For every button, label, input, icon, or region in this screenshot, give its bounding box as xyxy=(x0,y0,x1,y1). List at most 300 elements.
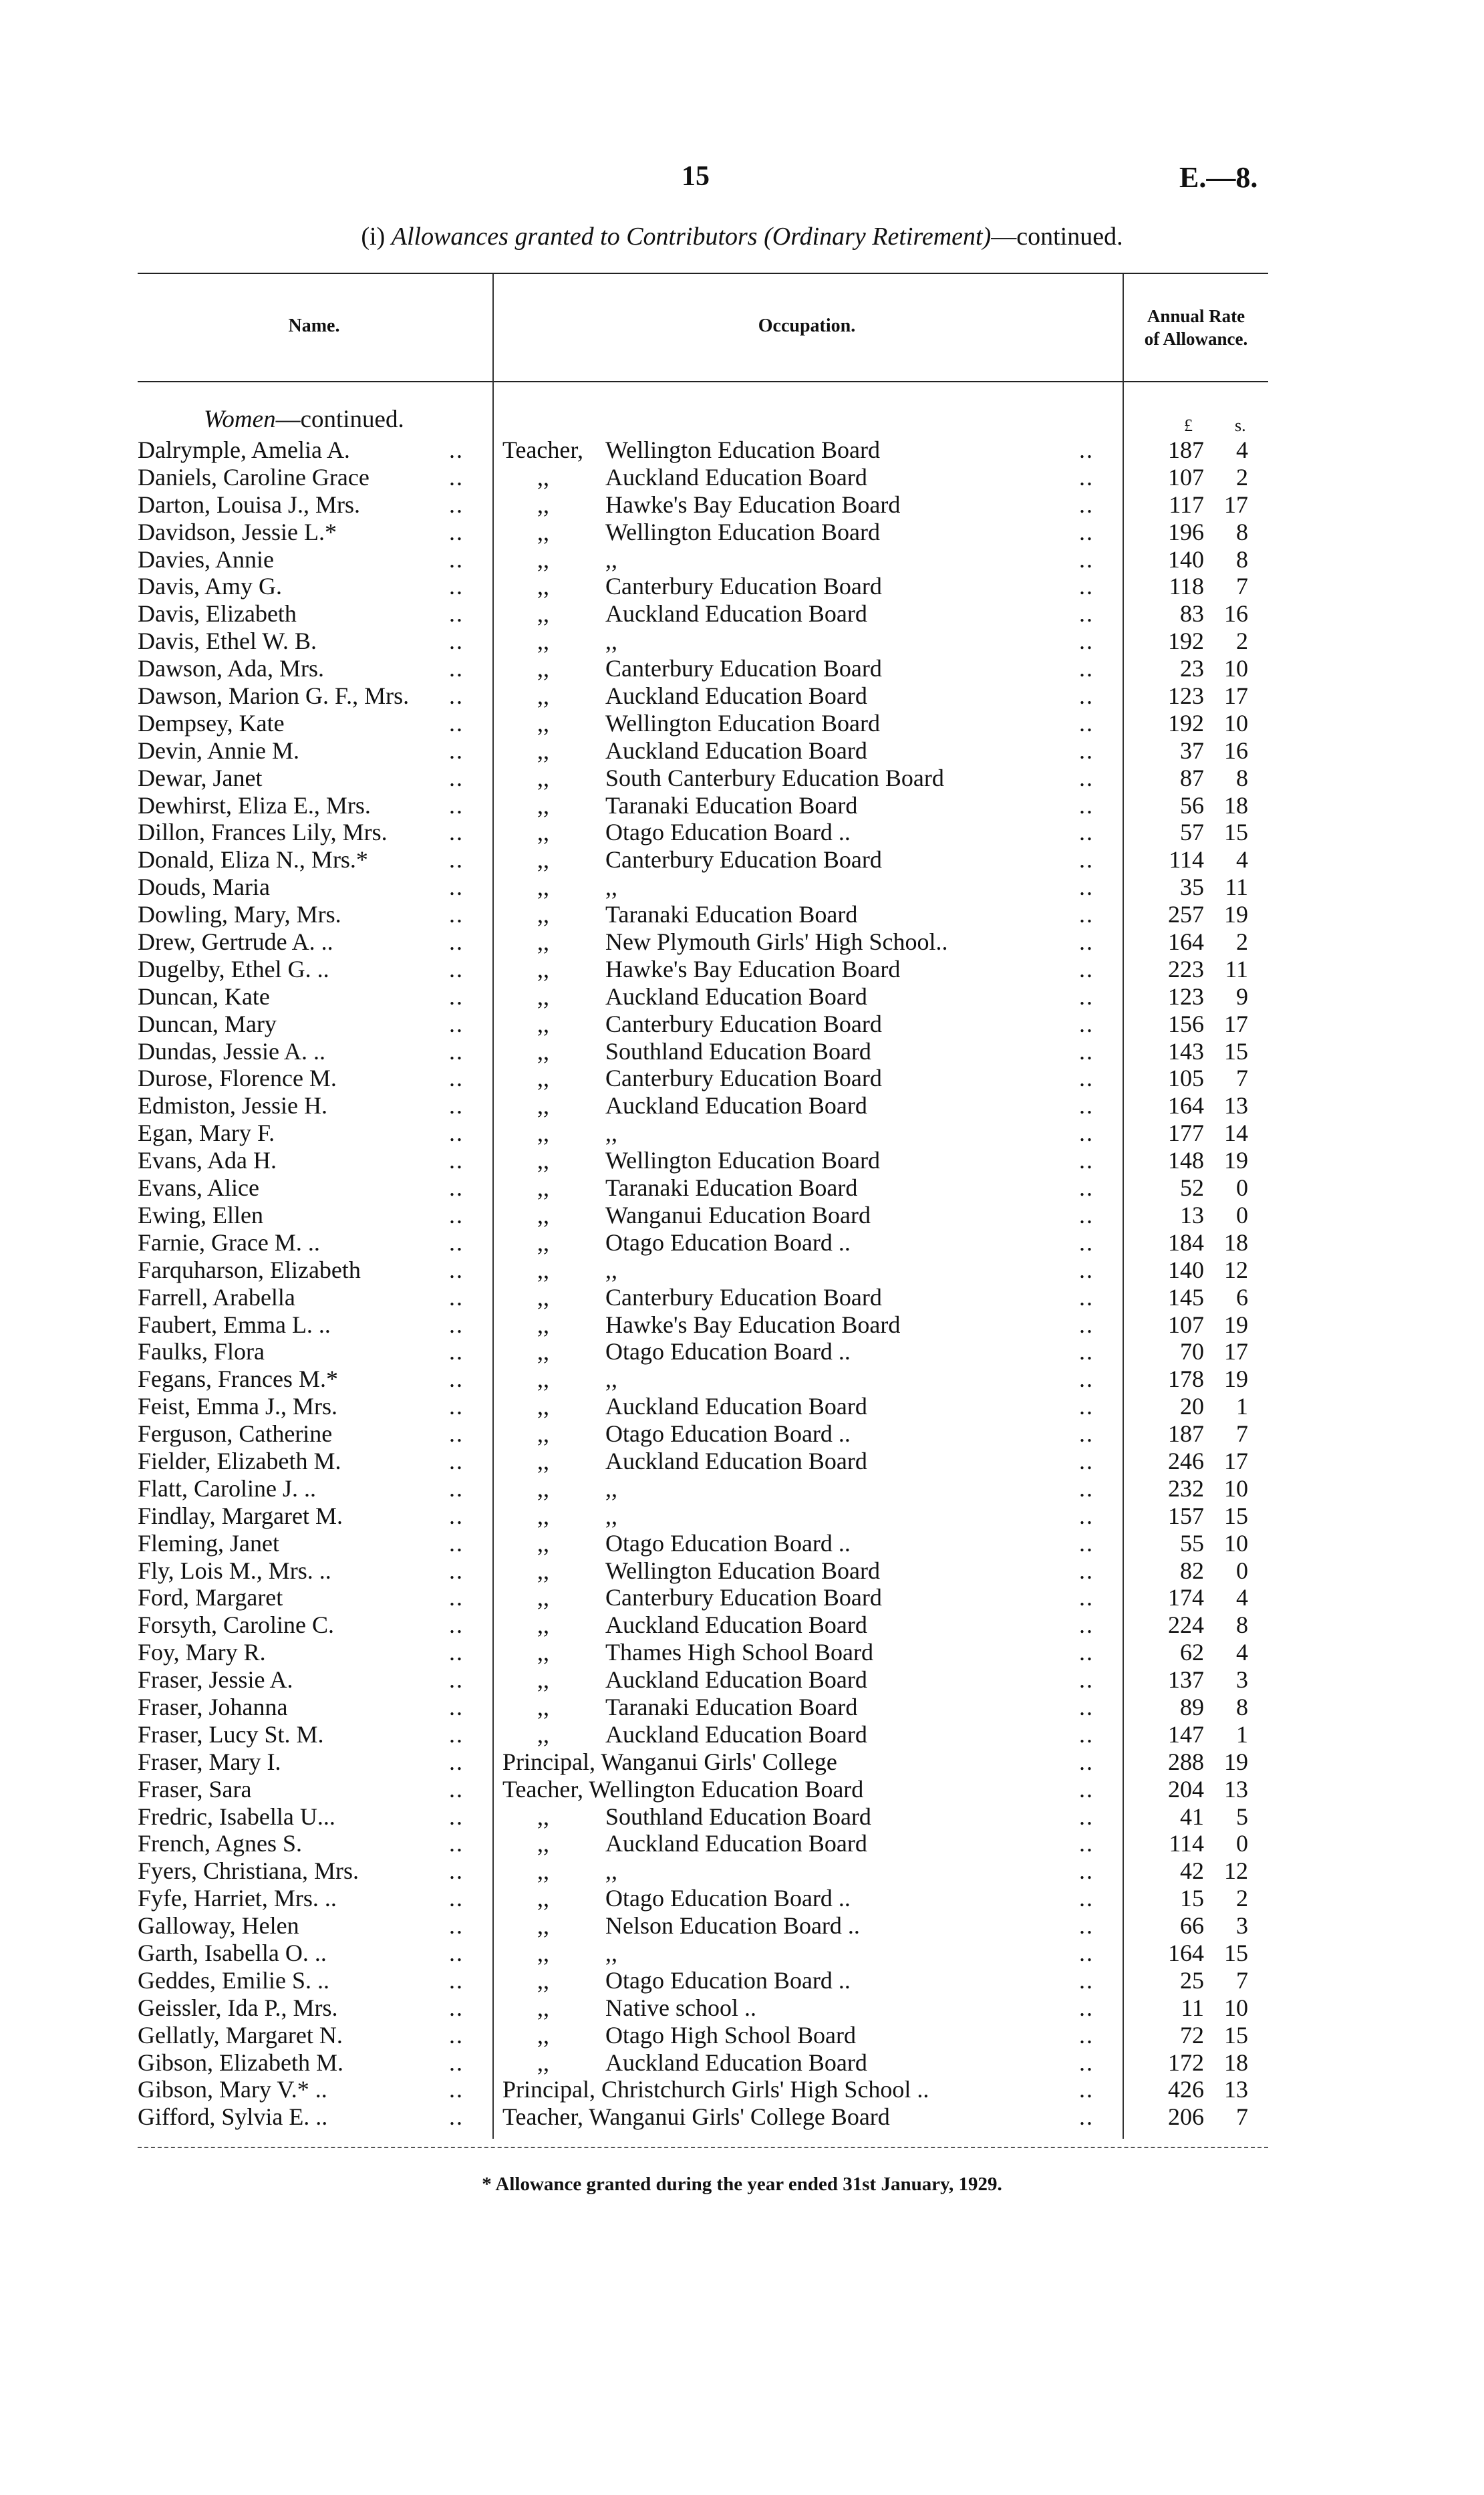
table-row xyxy=(0,491,1484,519)
table-row xyxy=(0,1338,1484,1365)
row-shillings: 14 xyxy=(1224,1120,1248,1147)
row-name: Dewar, Janet xyxy=(138,764,263,791)
table-row xyxy=(0,1393,1484,1420)
leader-dots: .. xyxy=(1079,928,1094,956)
row-occupation-ditto: ,, xyxy=(537,1365,549,1393)
leader-dots: .. xyxy=(449,955,464,982)
row-name: Foy, Mary R. xyxy=(138,1639,266,1666)
footnote: * Allowance granted during the year ended 31st January, 1929. xyxy=(482,2174,1002,2195)
leader-dots: .. xyxy=(449,655,464,682)
row-occupation: Taranaki Education Board xyxy=(605,1693,858,1720)
row-occupation-ditto: ,, xyxy=(537,545,549,573)
row-occupation-ditto: ,, xyxy=(537,1885,549,1912)
row-occupation-ditto: ,, xyxy=(537,1803,549,1830)
leader-dots: .. xyxy=(449,1803,464,1830)
leader-dots: .. xyxy=(1079,1639,1094,1666)
table-row xyxy=(0,1776,1484,1803)
table-row xyxy=(0,1830,1484,1857)
row-occupation: Otago Education Board .. xyxy=(605,1420,851,1448)
row-occupation: ,, xyxy=(605,1256,617,1283)
row-name: Ewing, Ellen xyxy=(138,1201,263,1228)
row-shillings: 12 xyxy=(1224,1256,1248,1283)
row-pounds: 196 xyxy=(1168,518,1204,545)
leader-dots: .. xyxy=(449,874,464,901)
row-occupation: Nelson Education Board .. xyxy=(605,1912,860,1940)
row-occupation: Wellington Education Board xyxy=(605,436,881,463)
row-name: Flatt, Caroline J. .. xyxy=(138,1474,316,1502)
page-number: 15 xyxy=(682,161,710,192)
table-row xyxy=(0,956,1484,983)
row-occupation: Hawke's Bay Education Board xyxy=(605,491,901,518)
row-occupation: Auckland Education Board xyxy=(605,737,867,764)
row-shillings: 3 xyxy=(1236,1912,1248,1940)
row-occupation-ditto: ,, xyxy=(537,600,549,628)
leader-dots: .. xyxy=(1079,1748,1094,1775)
leader-dots: .. xyxy=(1079,655,1094,682)
row-name: Fegans, Frances M.* xyxy=(138,1365,338,1393)
row-occupation-ditto: ,, xyxy=(537,1065,549,1092)
leader-dots: .. xyxy=(449,1885,464,1912)
row-occupation-ditto: ,, xyxy=(537,1966,549,1994)
row-name: Egan, Mary F. xyxy=(138,1120,275,1147)
row-occupation-ditto: ,, xyxy=(537,1283,549,1311)
row-name: Fyfe, Harriet, Mrs. .. xyxy=(138,1885,337,1912)
leader-dots: .. xyxy=(449,1010,464,1037)
leader-dots: .. xyxy=(1079,1010,1094,1037)
row-occupation-ditto: ,, xyxy=(537,2021,549,2049)
row-occupation-ditto: ,, xyxy=(537,901,549,928)
leader-dots: .. xyxy=(449,436,464,463)
leader-dots: .. xyxy=(1079,2103,1094,2131)
row-pounds: 187 xyxy=(1168,1420,1204,1448)
row-pounds: 184 xyxy=(1168,1228,1204,1256)
row-occupation-ditto: ,, xyxy=(537,1092,549,1120)
row-name: Dowling, Mary, Mrs. xyxy=(138,901,341,928)
row-occupation-ditto: ,, xyxy=(537,1447,549,1474)
table-row xyxy=(0,1229,1484,1257)
row-shillings: 8 xyxy=(1236,1693,1248,1720)
row-name: Darton, Louisa J., Mrs. xyxy=(138,491,360,518)
leader-dots: .. xyxy=(449,901,464,928)
row-occupation-ditto: ,, xyxy=(537,1010,549,1037)
row-occupation-ditto: ,, xyxy=(537,874,549,901)
row-pounds: 187 xyxy=(1168,436,1204,463)
row-pounds: 62 xyxy=(1180,1639,1204,1666)
row-name: Fyers, Christiana, Mrs. xyxy=(138,1857,359,1885)
section-label: Women xyxy=(204,406,276,433)
row-name: Gellatly, Margaret N. xyxy=(138,2021,343,2049)
leader-dots: .. xyxy=(449,628,464,655)
leader-dots: .. xyxy=(449,1338,464,1365)
row-occupation: Otago Education Board .. xyxy=(605,1338,851,1365)
row-occupation-ditto: ,, xyxy=(537,764,549,791)
row-occupation-ditto: ,, xyxy=(537,1666,549,1694)
row-pounds: 224 xyxy=(1168,1611,1204,1639)
leader-dots: .. xyxy=(1079,1803,1094,1830)
row-shillings: 15 xyxy=(1224,1502,1248,1529)
row-occupation-ditto: ,, xyxy=(537,737,549,764)
leader-dots: .. xyxy=(449,2049,464,2076)
table-row xyxy=(0,628,1484,655)
row-shillings: 19 xyxy=(1224,901,1248,928)
row-name: Duncan, Mary xyxy=(138,1010,277,1037)
leader-dots: .. xyxy=(1079,737,1094,764)
leader-dots: .. xyxy=(449,1966,464,1994)
leader-dots: .. xyxy=(1079,982,1094,1010)
leader-dots: .. xyxy=(1079,682,1094,710)
row-occupation-ditto: ,, xyxy=(537,709,549,737)
row-occupation: Auckland Education Board xyxy=(605,2049,867,2076)
leader-dots: .. xyxy=(449,1393,464,1420)
leader-dots: .. xyxy=(449,791,464,819)
row-name: Findlay, Margaret M. xyxy=(138,1502,343,1529)
leader-dots: .. xyxy=(1079,1611,1094,1639)
table-row xyxy=(0,765,1484,792)
row-occupation-ditto: ,, xyxy=(537,1338,549,1365)
row-occupation: Wanganui Education Board xyxy=(605,1201,871,1228)
leader-dots: .. xyxy=(1079,1693,1094,1720)
caption-prefix: (i) xyxy=(361,223,386,251)
leader-dots: .. xyxy=(1079,1857,1094,1885)
table-row xyxy=(0,1257,1484,1284)
leader-dots: .. xyxy=(1079,1966,1094,1994)
table-row xyxy=(0,2076,1484,2103)
row-occupation-ditto: ,, xyxy=(537,1174,549,1202)
row-occupation-ditto: ,, xyxy=(537,1502,549,1529)
row-name: Gibson, Elizabeth M. xyxy=(138,2049,343,2076)
table-row xyxy=(0,1721,1484,1748)
row-name: Donald, Eliza N., Mrs.* xyxy=(138,846,368,874)
row-occupation: Canterbury Education Board xyxy=(605,1065,882,1092)
row-shillings: 8 xyxy=(1236,518,1248,545)
row-pounds: 192 xyxy=(1168,628,1204,655)
row-occupation-ditto: ,, xyxy=(537,1693,549,1720)
row-name: Davies, Annie xyxy=(138,545,274,573)
row-name: Faulks, Flora xyxy=(138,1338,265,1365)
row-name: Farnie, Grace M. .. xyxy=(138,1228,320,1256)
row-pounds: 25 xyxy=(1180,1966,1204,1994)
table-row xyxy=(0,546,1484,573)
table-row xyxy=(0,600,1484,628)
row-name: Dalrymple, Amelia A. xyxy=(138,436,350,463)
row-pounds: 206 xyxy=(1168,2103,1204,2131)
leader-dots: .. xyxy=(1079,1474,1094,1502)
leader-dots: .. xyxy=(449,1065,464,1092)
row-pounds: 145 xyxy=(1168,1283,1204,1311)
table-row xyxy=(0,2103,1484,2131)
row-pounds: 107 xyxy=(1168,1311,1204,1338)
leader-dots: .. xyxy=(449,1693,464,1720)
row-occupation-ditto: ,, xyxy=(537,655,549,682)
leader-dots: .. xyxy=(1079,1420,1094,1448)
row-occupation: Hawke's Bay Education Board xyxy=(605,955,901,982)
table-row xyxy=(0,846,1484,874)
row-name: Edmiston, Jessie H. xyxy=(138,1092,327,1120)
table-row xyxy=(0,1065,1484,1092)
leader-dots: .. xyxy=(449,1748,464,1775)
row-name: Dugelby, Ethel G. .. xyxy=(138,955,329,982)
row-shillings: 19 xyxy=(1224,1311,1248,1338)
row-name: Devin, Annie M. xyxy=(138,737,299,764)
leader-dots: .. xyxy=(1079,1939,1094,1966)
row-occupation: ,, xyxy=(605,874,617,901)
row-occupation-prefix: Teacher, xyxy=(502,436,583,463)
row-occupation: Native school .. xyxy=(605,1994,756,2021)
row-occupation-ditto: ,, xyxy=(537,518,549,545)
row-pounds: 123 xyxy=(1168,982,1204,1010)
row-shillings: 7 xyxy=(1236,573,1248,600)
table-row xyxy=(0,792,1484,819)
leader-dots: .. xyxy=(449,1174,464,1202)
leader-dots: .. xyxy=(449,1420,464,1448)
row-pounds: 66 xyxy=(1180,1912,1204,1940)
row-occupation-ditto: ,, xyxy=(537,491,549,518)
row-name: Fredric, Isabella U... xyxy=(138,1803,335,1830)
leader-dots: .. xyxy=(1079,901,1094,928)
leader-dots: .. xyxy=(1079,1994,1094,2021)
row-pounds: 15 xyxy=(1180,1885,1204,1912)
row-pounds: 164 xyxy=(1168,1092,1204,1120)
row-occupation-ditto: ,, xyxy=(537,1639,549,1666)
row-name: Fielder, Elizabeth M. xyxy=(138,1447,341,1474)
row-shillings: 9 xyxy=(1236,982,1248,1010)
leader-dots: .. xyxy=(1079,1338,1094,1365)
row-shillings: 4 xyxy=(1236,846,1248,874)
row-shillings: 1 xyxy=(1236,1393,1248,1420)
leader-dots: .. xyxy=(449,2076,464,2103)
leader-dots: .. xyxy=(449,1529,464,1557)
leader-dots: .. xyxy=(1079,2076,1094,2103)
row-shillings: 10 xyxy=(1224,655,1248,682)
leader-dots: .. xyxy=(449,1283,464,1311)
leader-dots: .. xyxy=(1079,1557,1094,1584)
row-occupation: ,, xyxy=(605,1365,617,1393)
row-occupation-ditto: ,, xyxy=(537,1939,549,1966)
leader-dots: .. xyxy=(449,1474,464,1502)
table-row xyxy=(0,874,1484,901)
leader-dots: .. xyxy=(449,764,464,791)
table-row xyxy=(0,655,1484,682)
leader-dots: .. xyxy=(449,463,464,491)
table-row xyxy=(0,1502,1484,1530)
leader-dots: .. xyxy=(449,1365,464,1393)
row-occupation: Wellington Education Board xyxy=(605,518,881,545)
row-occupation-ditto: ,, xyxy=(537,1994,549,2021)
leader-dots: .. xyxy=(1079,1529,1094,1557)
row-name: Forsyth, Caroline C. xyxy=(138,1611,334,1639)
row-name: Fraser, Johanna xyxy=(138,1693,288,1720)
row-pounds: 70 xyxy=(1180,1338,1204,1365)
table-row xyxy=(0,436,1484,464)
pounds-unit: £ xyxy=(1184,416,1193,435)
row-pounds: 55 xyxy=(1180,1529,1204,1557)
row-pounds: 114 xyxy=(1169,1830,1204,1857)
row-pounds: 156 xyxy=(1168,1010,1204,1037)
row-occupation: Auckland Education Board xyxy=(605,1666,867,1694)
row-occupation-ditto: ,, xyxy=(537,955,549,982)
row-name: Daniels, Caroline Grace xyxy=(138,463,369,491)
row-occupation-ditto: ,, xyxy=(537,628,549,655)
table-row xyxy=(0,1311,1484,1339)
row-occupation: Auckland Education Board xyxy=(605,1092,867,1120)
row-occupation-ditto: ,, xyxy=(537,1912,549,1940)
row-occupation: ,, xyxy=(605,628,617,655)
leader-dots: .. xyxy=(1079,1365,1094,1393)
leader-dots: .. xyxy=(449,1857,464,1885)
row-pounds: 164 xyxy=(1168,1939,1204,1966)
row-occupation-ditto: ,, xyxy=(537,1584,549,1611)
leader-dots: .. xyxy=(449,1584,464,1611)
row-occupation-ditto: ,, xyxy=(537,1529,549,1557)
row-pounds: 57 xyxy=(1180,819,1204,846)
leader-dots: .. xyxy=(1079,1830,1094,1857)
row-occupation: Otago Education Board .. xyxy=(605,1529,851,1557)
table-row xyxy=(0,1967,1484,1994)
leader-dots: .. xyxy=(1079,1666,1094,1694)
leader-dots: .. xyxy=(1079,1147,1094,1174)
row-occupation: Thames High School Board xyxy=(605,1639,873,1666)
row-name: Fly, Lois M., Mrs. .. xyxy=(138,1557,331,1584)
row-pounds: 72 xyxy=(1180,2021,1204,2049)
row-shillings: 0 xyxy=(1236,1201,1248,1228)
row-pounds: 174 xyxy=(1168,1584,1204,1611)
leader-dots: .. xyxy=(1079,436,1094,463)
row-shillings: 18 xyxy=(1224,2049,1248,2076)
row-name: Dundas, Jessie A. .. xyxy=(138,1037,325,1065)
row-name: Farquharson, Elizabeth xyxy=(138,1256,361,1283)
table-row xyxy=(0,573,1484,600)
row-shillings: 6 xyxy=(1236,1283,1248,1311)
leader-dots: .. xyxy=(449,982,464,1010)
row-occupation: Auckland Education Board xyxy=(605,1611,867,1639)
row-occupation: Canterbury Education Board xyxy=(605,1584,882,1611)
table-row xyxy=(0,737,1484,765)
table-row xyxy=(0,1666,1484,1694)
row-name: Gifford, Sylvia E. .. xyxy=(138,2103,328,2131)
row-shillings: 5 xyxy=(1236,1803,1248,1830)
row-occupation: Auckland Education Board xyxy=(605,982,867,1010)
row-occupation-ditto: ,, xyxy=(537,791,549,819)
leader-dots: .. xyxy=(449,2103,464,2131)
section-suffix: —continued. xyxy=(275,406,404,433)
table-top-rule xyxy=(138,273,1268,274)
row-occupation-ditto: ,, xyxy=(537,1120,549,1147)
table-row xyxy=(0,1748,1484,1776)
table-caption xyxy=(0,222,1484,251)
leader-dots: .. xyxy=(1079,1065,1094,1092)
row-occupation-ditto: ,, xyxy=(537,1830,549,1857)
row-occupation-ditto: ,, xyxy=(537,1147,549,1174)
row-pounds: 147 xyxy=(1168,1720,1204,1748)
leader-dots: .. xyxy=(449,1228,464,1256)
row-pounds: 192 xyxy=(1168,709,1204,737)
row-occupation-ditto: ,, xyxy=(537,1256,549,1283)
leader-dots: .. xyxy=(1079,463,1094,491)
row-occupation: Canterbury Education Board xyxy=(605,655,882,682)
row-name: Feist, Emma J., Mrs. xyxy=(138,1393,338,1420)
row-name: Geissler, Ida P., Mrs. xyxy=(138,1994,338,2021)
leader-dots: .. xyxy=(449,1147,464,1174)
leader-dots: .. xyxy=(449,1201,464,1228)
row-occupation: ,, xyxy=(605,1857,617,1885)
leader-dots: .. xyxy=(1079,628,1094,655)
row-occupation-ditto: ,, xyxy=(537,1420,549,1448)
row-name: French, Agnes S. xyxy=(138,1830,302,1857)
table-row xyxy=(0,1557,1484,1585)
table-row xyxy=(0,519,1484,546)
row-occupation-ditto: ,, xyxy=(537,1474,549,1502)
row-name: Dillon, Frances Lily, Mrs. xyxy=(138,819,388,846)
row-occupation: Auckland Education Board xyxy=(605,1447,867,1474)
row-shillings: 8 xyxy=(1236,764,1248,791)
table-row xyxy=(0,2022,1484,2049)
leader-dots: .. xyxy=(1079,1311,1094,1338)
row-name: Evans, Ada H. xyxy=(138,1147,277,1174)
row-name: Dawson, Marion G. F., Mrs. xyxy=(138,682,410,710)
row-shillings: 11 xyxy=(1225,874,1248,901)
row-shillings: 17 xyxy=(1224,1010,1248,1037)
rate-header-line1: Annual Rate xyxy=(1147,306,1245,326)
row-occupation-ditto: ,, xyxy=(537,1720,549,1748)
row-occupation: Otago High School Board xyxy=(605,2021,856,2049)
table-row xyxy=(0,682,1484,710)
allowance-table-body xyxy=(0,436,1484,2131)
row-occupation-ditto: ,, xyxy=(537,1228,549,1256)
row-pounds: 123 xyxy=(1168,682,1204,710)
row-name: Garth, Isabella O. .. xyxy=(138,1939,327,1966)
leader-dots: .. xyxy=(1079,709,1094,737)
table-row xyxy=(0,1994,1484,2022)
row-shillings: 17 xyxy=(1224,1447,1248,1474)
row-pounds: 35 xyxy=(1180,874,1204,901)
leader-dots: .. xyxy=(449,1557,464,1584)
leader-dots: .. xyxy=(1079,1885,1094,1912)
leader-dots: .. xyxy=(1079,791,1094,819)
leader-dots: .. xyxy=(449,600,464,628)
row-occupation-ditto: ,, xyxy=(537,982,549,1010)
column-header-occupation: Occupation. xyxy=(758,315,856,336)
row-name: Dempsey, Kate xyxy=(138,709,285,737)
row-shillings: 2 xyxy=(1236,463,1248,491)
row-shillings: 12 xyxy=(1224,1857,1248,1885)
row-shillings: 18 xyxy=(1224,791,1248,819)
row-pounds: 223 xyxy=(1168,955,1204,982)
row-pounds: 23 xyxy=(1180,655,1204,682)
row-occupation: Teacher, Wanganui Girls' College Board xyxy=(502,2103,890,2131)
row-occupation: ,, xyxy=(605,1939,617,1966)
row-occupation-ditto: ,, xyxy=(537,1393,549,1420)
leader-dots: .. xyxy=(1079,819,1094,846)
section-heading xyxy=(204,405,404,434)
row-occupation-ditto: ,, xyxy=(537,463,549,491)
row-name: Fraser, Lucy St. M. xyxy=(138,1720,324,1748)
header-bottom-rule xyxy=(138,381,1268,382)
leader-dots: .. xyxy=(449,491,464,518)
row-pounds: 257 xyxy=(1168,901,1204,928)
row-shillings: 17 xyxy=(1224,682,1248,710)
row-name: Galloway, Helen xyxy=(138,1912,299,1940)
row-pounds: 204 xyxy=(1168,1775,1204,1803)
row-name: Geddes, Emilie S. .. xyxy=(138,1966,329,1994)
leader-dots: .. xyxy=(449,737,464,764)
leader-dots: .. xyxy=(449,1256,464,1283)
row-occupation: Auckland Education Board xyxy=(605,682,867,710)
row-pounds: 42 xyxy=(1180,1857,1204,1885)
leader-dots: .. xyxy=(1079,491,1094,518)
row-name: Drew, Gertrude A. .. xyxy=(138,928,333,956)
row-occupation: Wellington Education Board xyxy=(605,1147,881,1174)
row-name: Dewhirst, Eliza E., Mrs. xyxy=(138,791,371,819)
